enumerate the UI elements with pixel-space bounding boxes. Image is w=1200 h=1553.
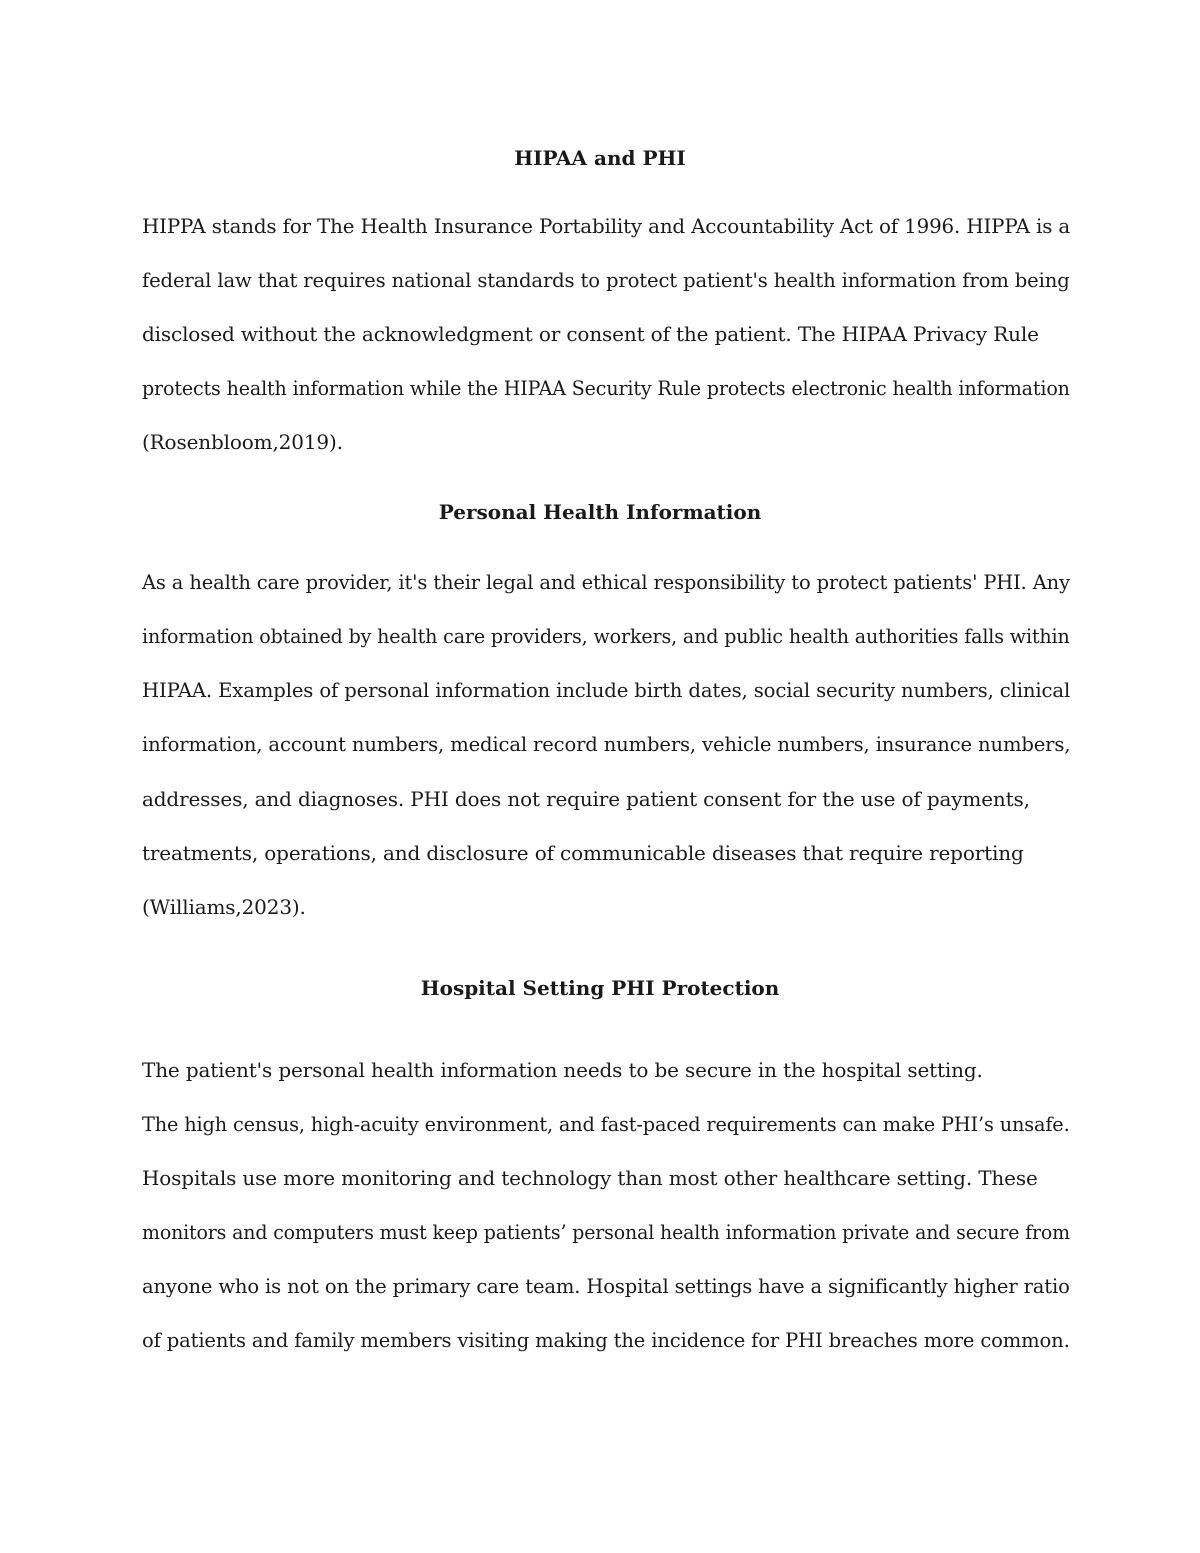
- paragraph-line: HIPAA. Examples of personal information include birth dates, social security numbers, clinical: [142, 678, 1071, 702]
- paragraph-line: information, account numbers, medical record numbers, vehicle numbers, insurance numbers,: [142, 732, 1071, 756]
- section-heading-hipaa-and-phi: HIPAA and PHI: [514, 146, 686, 170]
- paragraph-line: information obtained by health care providers, workers, and public health authorities falls within: [142, 624, 1070, 648]
- paragraph-line: disclosed without the acknowledgment or consent of the patient. The HIPAA Privacy Rule: [142, 322, 1039, 346]
- section-heading-hospital-setting-phi-protection: Hospital Setting PHI Protection: [420, 976, 780, 1000]
- paragraph-line: (Williams,2023).: [142, 895, 306, 919]
- paragraph-line: HIPPA stands for The Health Insurance Portability and Accountability Act of 1996. HIPPA is a: [142, 214, 1071, 238]
- paragraph-line: monitors and computers must keep patients’ personal health information private and secure from: [142, 1220, 1071, 1244]
- section-heading-personal-health-information: Personal Health Information: [438, 500, 762, 524]
- paragraph-line: (Rosenbloom,2019).: [142, 430, 343, 454]
- paragraph-line: As a health care provider, it's their legal and ethical responsibility to protect patients' PHI. Any: [142, 570, 1070, 594]
- paragraph-line: of patients and family members visiting making the incidence for PHI breaches more common.: [142, 1328, 1070, 1352]
- paragraph-line: Hospitals use more monitoring and technology than most other healthcare setting. These: [142, 1166, 1038, 1190]
- paragraph-line: federal law that requires national standards to protect patient's health information from being: [142, 268, 1070, 292]
- paragraph-line: anyone who is not on the primary care team. Hospital settings have a significantly higher ratio: [142, 1274, 1070, 1298]
- paragraph-line: The patient's personal health information needs to be secure in the hospital setting.: [142, 1058, 983, 1082]
- paragraph-line: protects health information while the HIPAA Security Rule protects electronic health information: [142, 376, 1070, 400]
- paragraph-line: treatments, operations, and disclosure of communicable diseases that require reporting: [142, 841, 1024, 865]
- paragraph-line: addresses, and diagnoses. PHI does not require patient consent for the use of payments,: [142, 787, 1030, 811]
- paragraph-line: The high census, high-acuity environment, and fast-paced requirements can make PHI’s unsafe.: [142, 1112, 1070, 1136]
